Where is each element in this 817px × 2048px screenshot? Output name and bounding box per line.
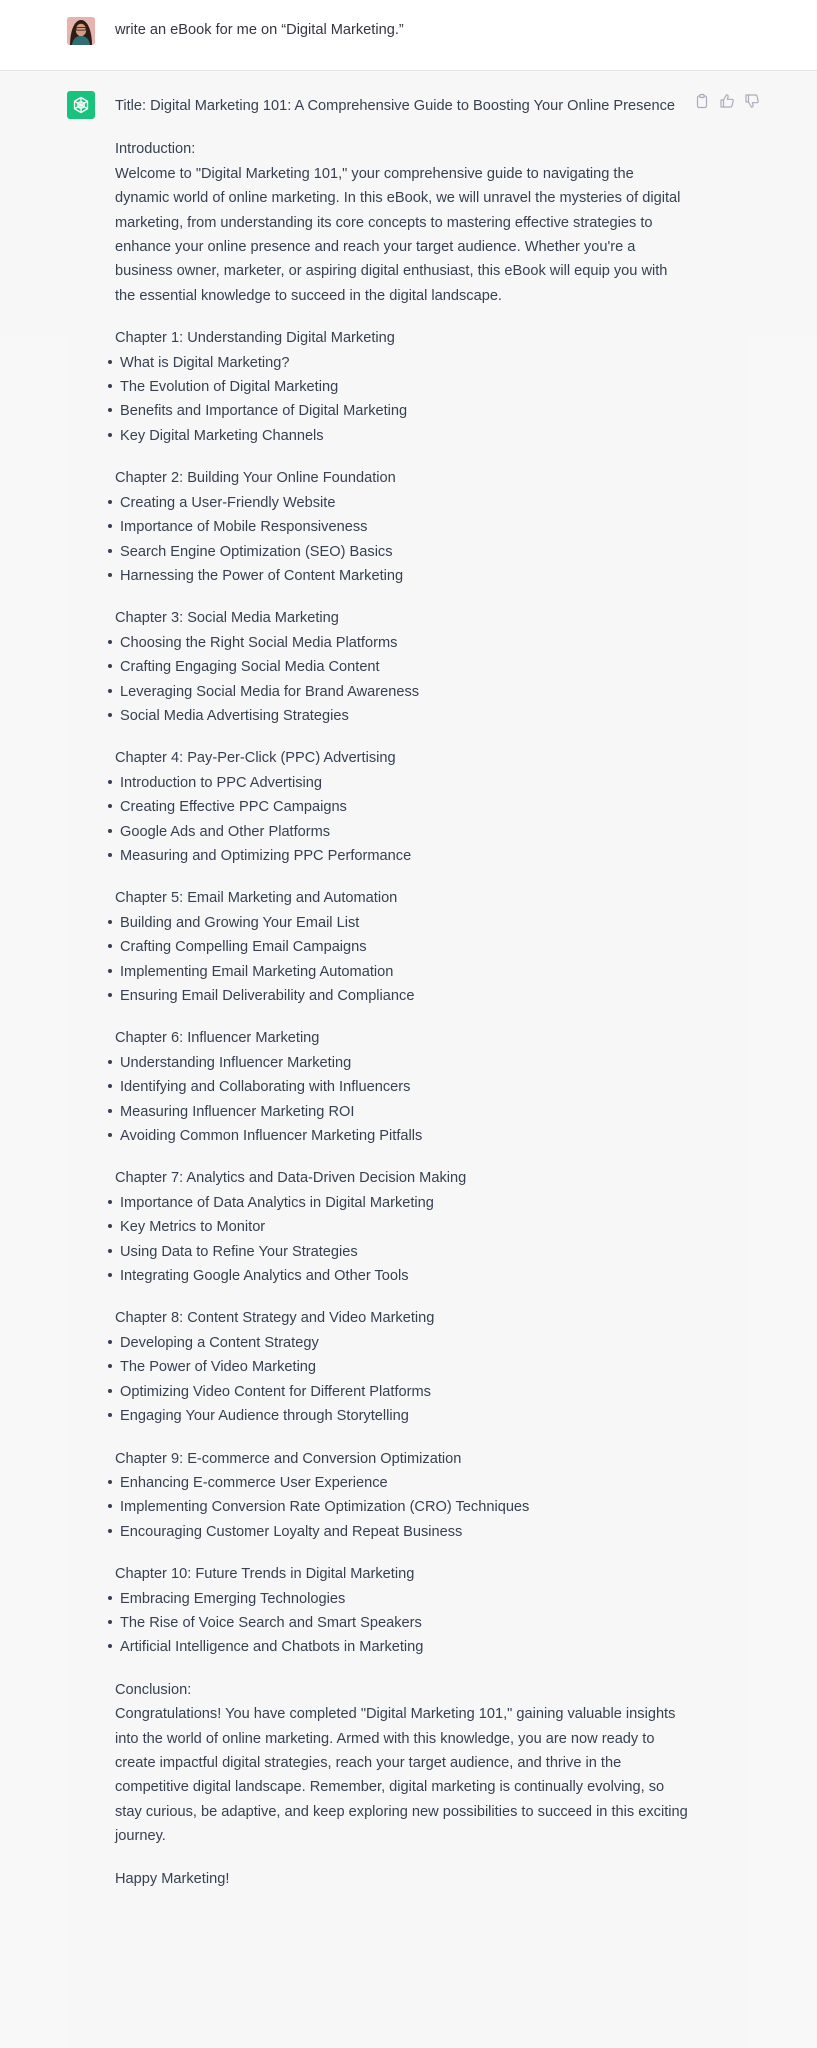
chapter-heading: Chapter 10: Future Trends in Digital Marketing: [115, 1566, 415, 1583]
list-item: Embracing Emerging Technologies: [115, 1587, 690, 1611]
list-item: Key Metrics to Monitor: [115, 1215, 690, 1239]
list-item: Ensuring Email Deliverability and Compliance: [115, 984, 690, 1008]
introduction-text: Welcome to "Digital Marketing 101," your comprehensive guide to navigating the dynamic world of online marketing. In this eBook, we will unravel the mysteries of digital marketing, from understanding its core concepts to mastering effective strategies to enhance your online presence and reach your target audience. Whether you're a business owner, marketer, or aspiring digital enthusiast, this eBook will equip you with the essential knowledge to succeed in the digital landscape.: [115, 165, 681, 304]
list-item: Introduction to PPC Advertising: [115, 771, 690, 795]
list-item: Implementing Email Marketing Automation: [115, 960, 690, 984]
clipboard-icon[interactable]: [694, 93, 710, 109]
user-message-row: [0, 0, 817, 71]
list-item: Key Digital Marketing Channels: [115, 424, 690, 448]
list-item: Creating a User-Friendly Website: [115, 491, 690, 515]
list-item: What is Digital Marketing?: [115, 351, 690, 375]
list-item: The Power of Video Marketing: [115, 1355, 690, 1379]
list-item: Identifying and Collaborating with Influencers: [115, 1075, 690, 1099]
ebook-title: Title: Digital Marketing 101: A Comprehensive Guide to Boosting Your Online Presence: [115, 98, 676, 114]
list-item: Benefits and Importance of Digital Marketing: [115, 399, 690, 423]
message-actions: [694, 93, 760, 109]
left-margin-panel: [0, 336, 67, 2048]
chapter-topic-list: [115, 1191, 690, 1289]
chapter-topic-list: [115, 351, 690, 449]
list-item: Using Data to Refine Your Strategies: [115, 1240, 690, 1264]
chapter-topic-list: [115, 1471, 690, 1544]
chapter-topic-list: [115, 1587, 690, 1660]
list-item: Understanding Influencer Marketing: [115, 1051, 690, 1075]
user-avatar-image: [67, 17, 95, 45]
list-item: Social Media Advertising Strategies: [115, 704, 690, 728]
list-item: Optimizing Video Content for Different Platforms: [115, 1380, 690, 1404]
chapter-topic-list: [115, 1051, 690, 1149]
list-item: Harnessing the Power of Content Marketing: [115, 564, 690, 588]
list-item: Leveraging Social Media for Brand Awareness: [115, 680, 690, 704]
list-item: Enhancing E-commerce User Experience: [115, 1471, 690, 1495]
list-item: The Evolution of Digital Marketing: [115, 375, 690, 399]
introduction-section: [115, 137, 690, 308]
chapter-heading: Chapter 7: Analytics and Data-Driven Decision Making: [115, 1170, 467, 1187]
chapter-topic-list: [115, 911, 690, 1009]
list-item: Avoiding Common Influencer Marketing Pitfalls: [115, 1124, 690, 1148]
list-item: Crafting Compelling Email Campaigns: [115, 935, 690, 959]
list-item: Integrating Google Analytics and Other Tools: [115, 1264, 690, 1288]
chapter-heading: Chapter 6: Influencer Marketing: [115, 1030, 320, 1047]
list-item: Creating Effective PPC Campaigns: [115, 795, 690, 819]
list-item: The Rise of Voice Search and Smart Speakers: [115, 1611, 690, 1635]
conclusion-text: Congratulations! You have completed "Digital Marketing 101," gaining valuable insights into the world of online marketing. Armed with this knowledge, you are now ready to create impactful digital strategies, reach your target audience, and thrive in the competitive digital landscape. Remember, digital marketing is continually evolving, so stay curious, be adaptive, and keep exploring new possibilities to succeed in this exciting journey.: [115, 1706, 688, 1845]
thumbs-up-icon[interactable]: [719, 93, 735, 109]
chapter-topic-list: [115, 771, 690, 869]
list-item: Google Ads and Other Platforms: [115, 820, 690, 844]
chapter-heading: Chapter 4: Pay-Per-Click (PPC) Advertising: [115, 750, 396, 767]
chapter-topic-list: [115, 631, 690, 729]
signoff-text: Happy Marketing!: [115, 1870, 230, 1887]
list-item: Importance of Data Analytics in Digital Marketing: [115, 1191, 690, 1215]
user-avatar: [67, 17, 95, 45]
list-item: Encouraging Customer Loyalty and Repeat Business: [115, 1520, 690, 1544]
introduction-heading: Introduction:: [115, 141, 196, 158]
list-item: Search Engine Optimization (SEO) Basics: [115, 540, 690, 564]
conclusion-section: [115, 1678, 690, 1849]
chapter-heading: Chapter 3: Social Media Marketing: [115, 610, 339, 627]
right-margin-panel: [750, 336, 817, 2048]
list-item: Artificial Intelligence and Chatbots in Marketing: [115, 1635, 690, 1659]
list-item: Crafting Engaging Social Media Content: [115, 655, 690, 679]
chapter-heading: Chapter 2: Building Your Online Foundation: [115, 470, 396, 487]
chapter-heading: Chapter 5: Email Marketing and Automation: [115, 890, 398, 907]
list-item: Building and Growing Your Email List: [115, 911, 690, 935]
user-message-text: write an eBook for me on “Digital Marketing.”: [115, 22, 404, 38]
chapter-heading: Chapter 1: Understanding Digital Marketing: [115, 330, 395, 347]
openai-logo-icon: [67, 91, 95, 119]
list-item: Importance of Mobile Responsiveness: [115, 515, 690, 539]
chapter-heading: Chapter 9: E-commerce and Conversion Optimization: [115, 1450, 462, 1467]
chapter-topic-list: [115, 1331, 690, 1429]
conclusion-heading: Conclusion:: [115, 1681, 192, 1698]
list-item: Engaging Your Audience through Storytelling: [115, 1404, 690, 1428]
assistant-logo-glyph: [71, 95, 91, 115]
chapter-heading: Chapter 8: Content Strategy and Video Marketing: [115, 1310, 435, 1327]
chapters-list: [115, 326, 690, 1660]
list-item: Measuring and Optimizing PPC Performance: [115, 844, 690, 868]
list-item: Choosing the Right Social Media Platforms: [115, 631, 690, 655]
list-item: Implementing Conversion Rate Optimization (CRO) Techniques: [115, 1495, 690, 1519]
list-item: Developing a Content Strategy: [115, 1331, 690, 1355]
chapter-topic-list: [115, 491, 690, 589]
list-item: Measuring Influencer Marketing ROI: [115, 1100, 690, 1124]
assistant-message-content: [115, 94, 690, 1891]
thumbs-down-icon[interactable]: [744, 93, 760, 109]
